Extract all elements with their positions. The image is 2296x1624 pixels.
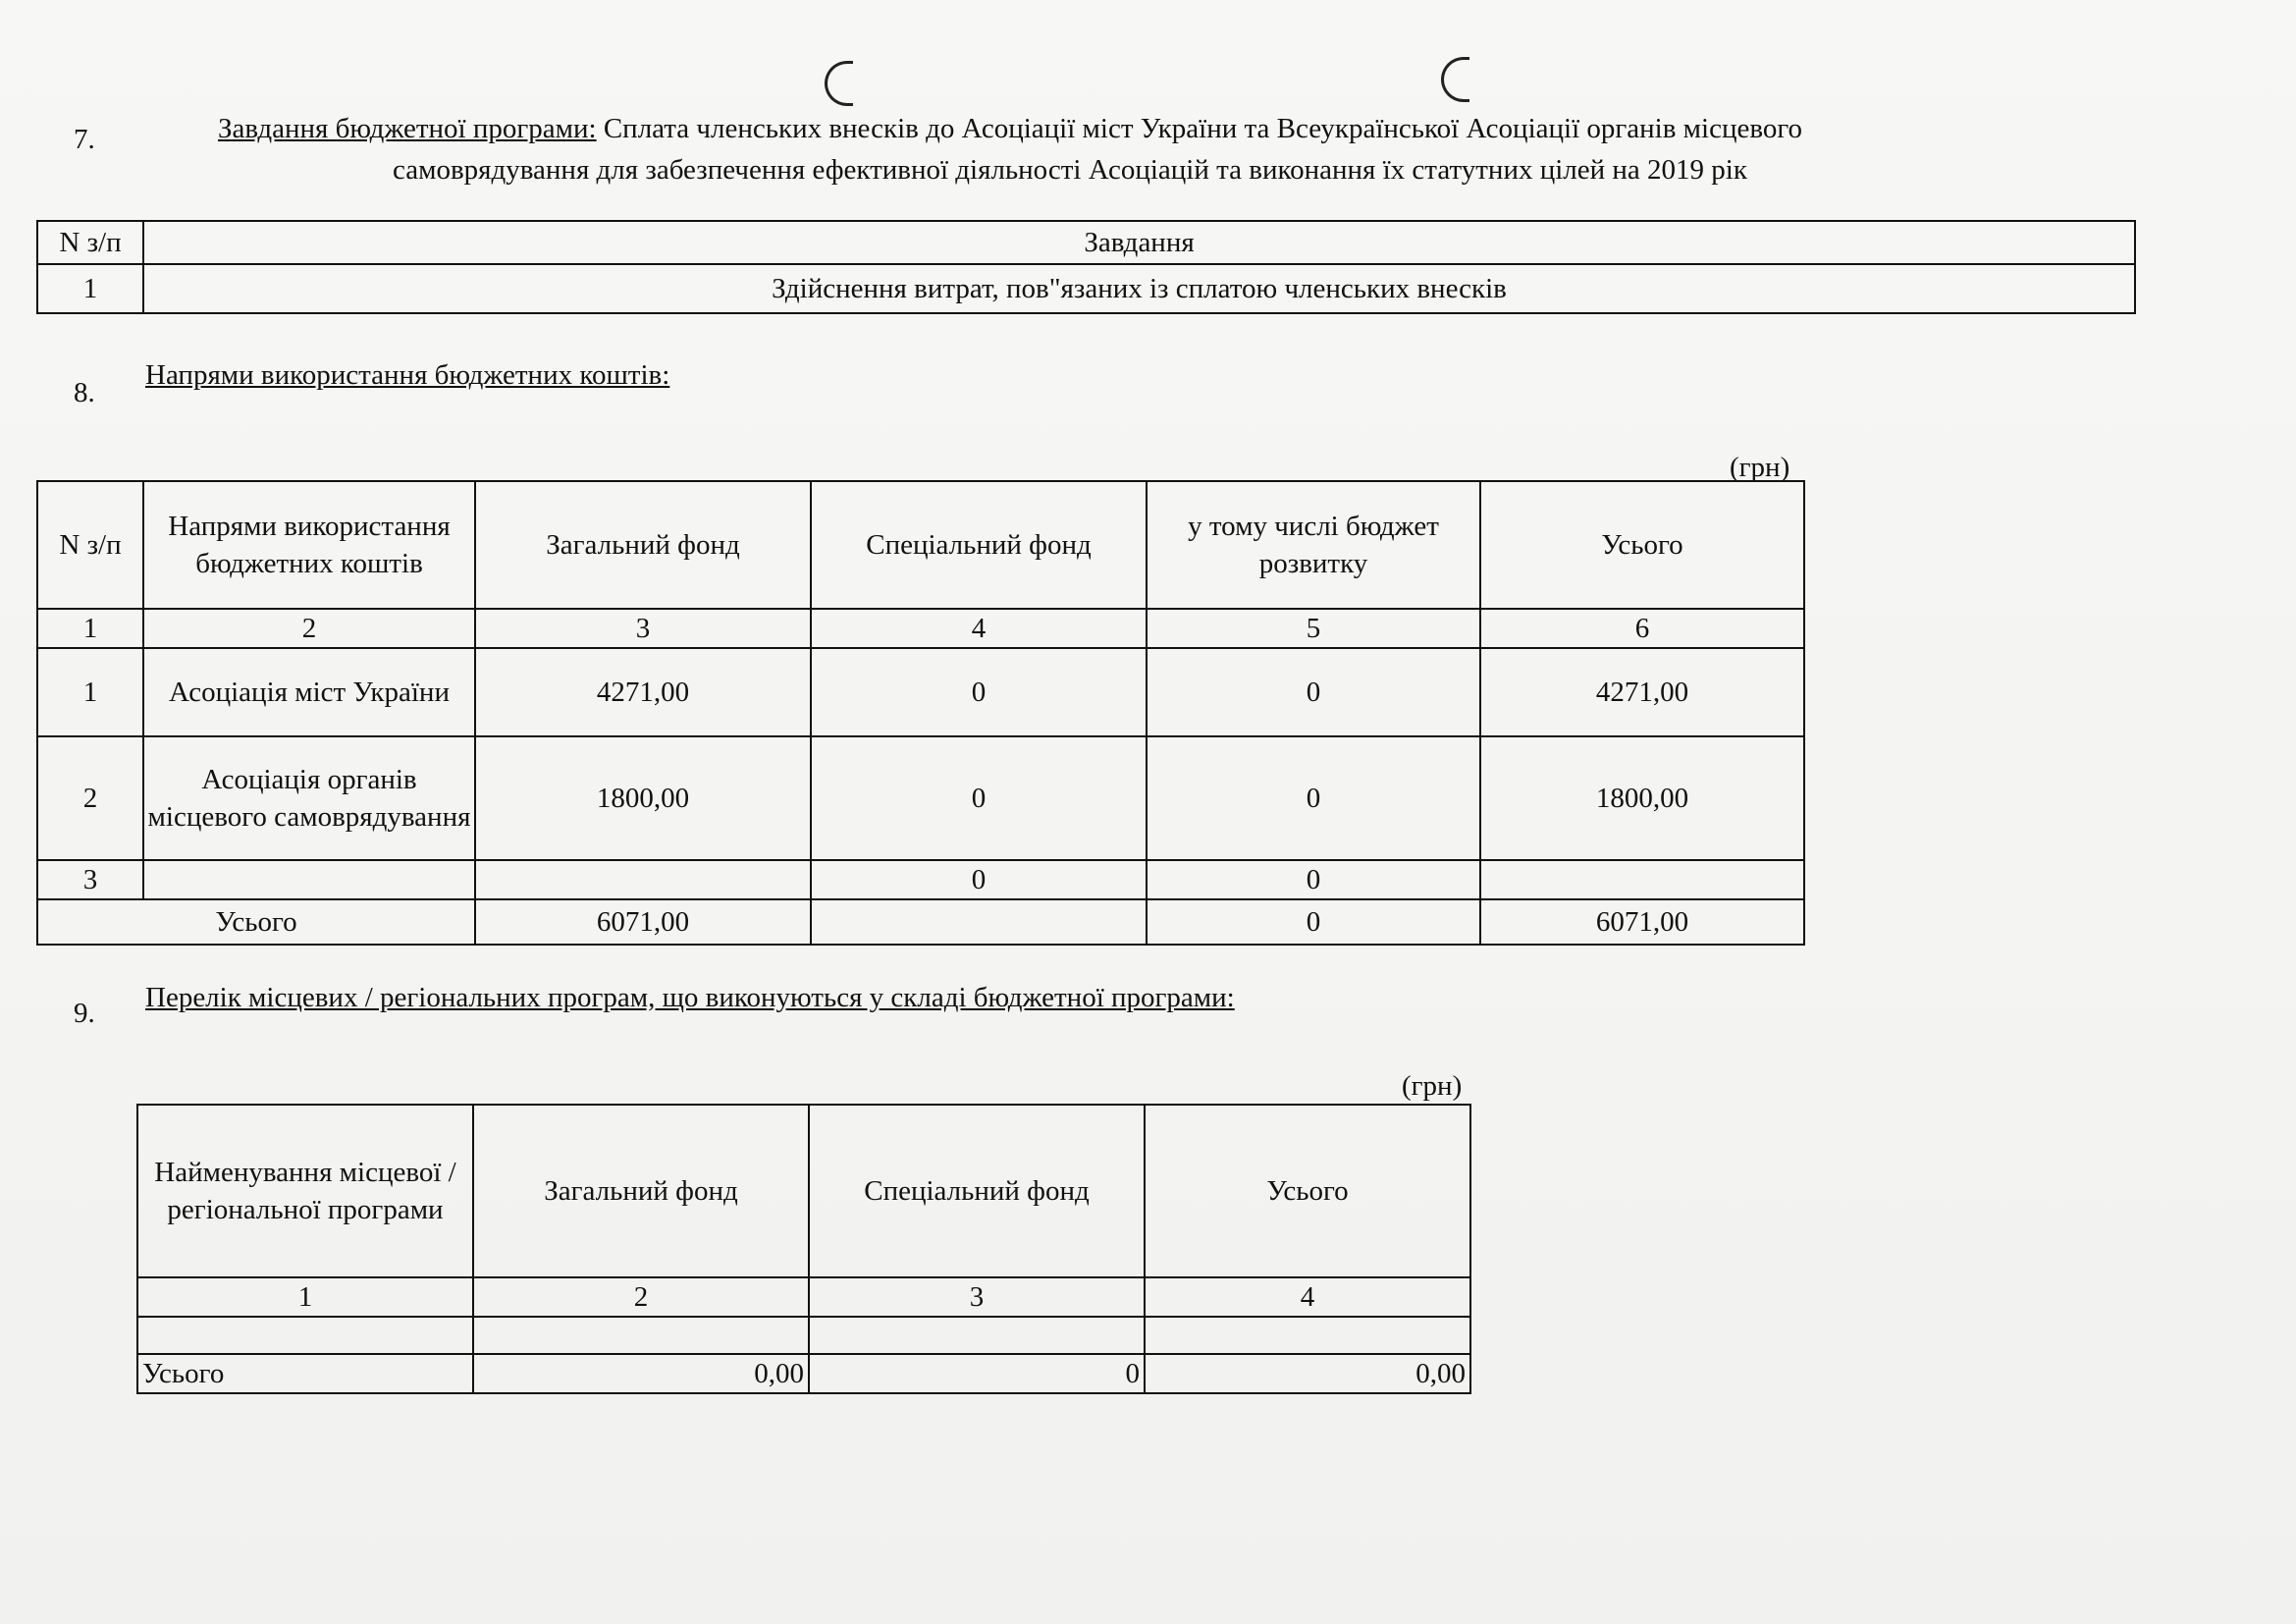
row1-direction: Асоціація міст України: [143, 648, 475, 736]
row3-special-fund: 0: [811, 860, 1147, 899]
section7-text-line1: Сплата членських внесків до Асоціації міст України та Всеукраїнської Асоціації органів місцевого: [596, 113, 1802, 144]
total-special-fund: [811, 899, 1147, 945]
programs-total-general-fund: 0,00: [473, 1354, 809, 1393]
col-number-4: 4: [811, 609, 1147, 648]
section7-label: Завдання бюджетної програми:: [218, 113, 597, 144]
programs-total-label: Усього: [137, 1354, 473, 1393]
section9-unit: (грн): [1402, 1070, 1463, 1102]
table-row: [137, 1277, 1470, 1317]
col-number-6: 6: [1480, 609, 1804, 648]
task-table-header-task: Завдання: [143, 221, 2135, 264]
section7-text-line2: самоврядування для забезпечення ефективної діяльності Асоціацій та виконання їх статутних цілей на 2019 рік: [393, 154, 1747, 186]
section7-task-table: [36, 220, 2136, 314]
total-general-fund: 6071,00: [475, 899, 811, 945]
table-row: [137, 1317, 1470, 1354]
directions-header-number: N з/п: [37, 481, 143, 609]
programs-header-general-fund: Загальний фонд: [473, 1105, 809, 1277]
col-number-5: 5: [1147, 609, 1480, 648]
directions-header-total: Усього: [1480, 481, 1804, 609]
punch-hole-left-icon: [825, 61, 853, 106]
total-sum: 6071,00: [1480, 899, 1804, 945]
table-row: [37, 899, 1804, 945]
row2-number: 2: [37, 736, 143, 860]
programs-header-special-fund: Спеціальний фонд: [809, 1105, 1145, 1277]
table-row: [37, 860, 1804, 899]
task-row-description: Здійснення витрат, пов"язаних із сплатою членських внесків: [143, 264, 2135, 313]
directions-header-direction: Напрями використання бюджетних коштів: [143, 481, 475, 609]
col-number-2: 2: [143, 609, 475, 648]
row1-total: 4271,00: [1480, 648, 1804, 736]
programs-total-special-fund: 0: [809, 1354, 1145, 1393]
row1-general-fund: 4271,00: [475, 648, 811, 736]
directions-header-general-fund: Загальний фонд: [475, 481, 811, 609]
table-row: [37, 609, 1804, 648]
section8-unit: (грн): [1730, 452, 1790, 483]
programs-col-number-1: 1: [137, 1277, 473, 1317]
section7-heading: [218, 108, 2083, 149]
table-row: [37, 736, 1804, 860]
total-label: Усього: [37, 899, 475, 945]
programs-col-number-4: 4: [1145, 1277, 1470, 1317]
programs-col-number-3: 3: [809, 1277, 1145, 1317]
row2-development-budget: 0: [1147, 736, 1480, 860]
section9-title: Перелік місцевих / регіональних програм, що виконуються у складі бюджетної програми:: [145, 982, 1235, 1013]
budget-directions-table: [36, 480, 1805, 946]
punch-hole-right-icon: [1441, 57, 1469, 102]
section7-number: 7.: [74, 124, 95, 155]
row1-development-budget: 0: [1147, 648, 1480, 736]
total-development-budget: 0: [1147, 899, 1480, 945]
local-programs-table: [136, 1104, 1471, 1394]
directions-header-development-budget: у тому числі бюджет розвитку: [1147, 481, 1480, 609]
row2-total: 1800,00: [1480, 736, 1804, 860]
programs-total-sum: 0,00: [1145, 1354, 1470, 1393]
task-table-header-number: N з/п: [37, 221, 143, 264]
row3-direction: [143, 860, 475, 899]
directions-header-special-fund: Спеціальний фонд: [811, 481, 1147, 609]
table-row: [137, 1354, 1470, 1393]
programs-header-name: Найменування місцевої / регіональної програми: [137, 1105, 473, 1277]
row1-number: 1: [37, 648, 143, 736]
row2-special-fund: 0: [811, 736, 1147, 860]
row3-number: 3: [37, 860, 143, 899]
row2-general-fund: 1800,00: [475, 736, 811, 860]
programs-col-number-2: 2: [473, 1277, 809, 1317]
section8-title: Напрями використання бюджетних коштів:: [145, 359, 670, 391]
table-row: [37, 648, 1804, 736]
row3-general-fund: [475, 860, 811, 899]
row1-special-fund: 0: [811, 648, 1147, 736]
col-number-3: 3: [475, 609, 811, 648]
section9-number: 9.: [74, 998, 95, 1029]
row3-development-budget: 0: [1147, 860, 1480, 899]
table-row: [37, 264, 2135, 313]
task-row-number: 1: [37, 264, 143, 313]
col-number-1: 1: [37, 609, 143, 648]
row2-direction: Асоціація органів місцевого самоврядування: [143, 736, 475, 860]
row3-total: [1480, 860, 1804, 899]
programs-header-total: Усього: [1145, 1105, 1470, 1277]
section8-number: 8.: [74, 377, 95, 408]
